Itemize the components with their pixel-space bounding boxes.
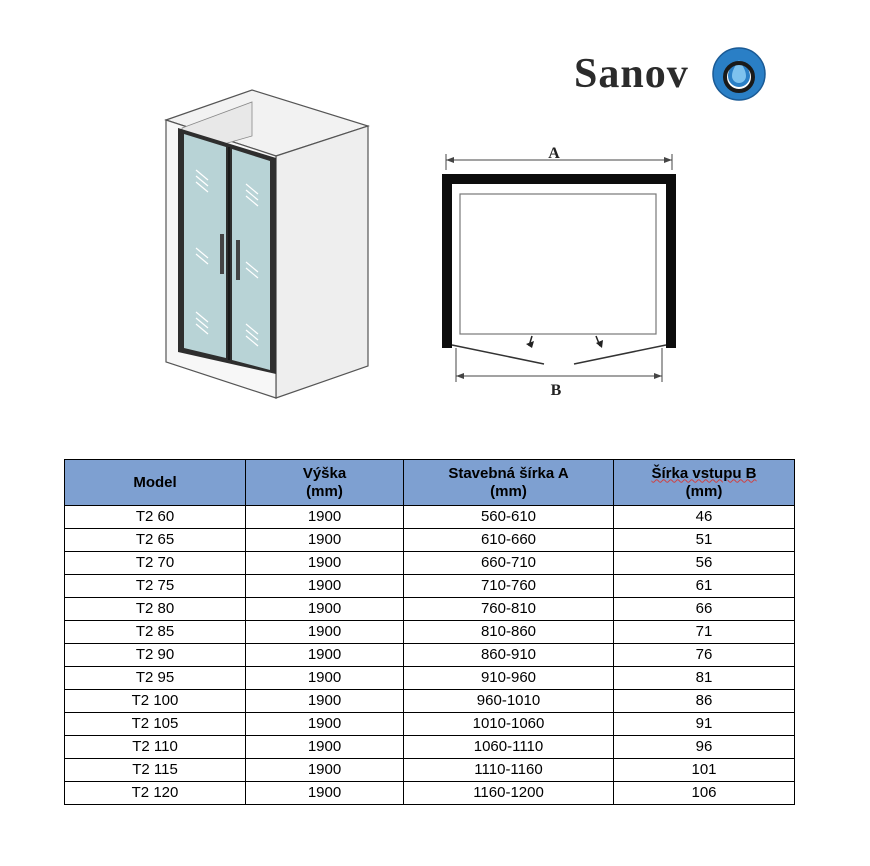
cell-build-width: 1060-1110 bbox=[404, 736, 614, 759]
cell-height: 1900 bbox=[246, 713, 404, 736]
cell-entry-width: 66 bbox=[614, 598, 795, 621]
cell-entry-width: 91 bbox=[614, 713, 795, 736]
cell-height: 1900 bbox=[246, 782, 404, 805]
cell-build-width: 960-1010 bbox=[404, 690, 614, 713]
cell-build-width: 610-660 bbox=[404, 529, 614, 552]
cell-build-width: 1010-1060 bbox=[404, 713, 614, 736]
cell-model: T2 75 bbox=[65, 575, 246, 598]
cell-height: 1900 bbox=[246, 644, 404, 667]
table-row bbox=[65, 552, 795, 575]
table-row bbox=[65, 759, 795, 782]
logo-text: Sanov bbox=[574, 51, 689, 97]
header-height: Výška (mm) bbox=[246, 460, 404, 506]
cell-height: 1900 bbox=[246, 736, 404, 759]
cell-entry-width: 81 bbox=[614, 667, 795, 690]
cell-model: T2 70 bbox=[65, 552, 246, 575]
table-row bbox=[65, 644, 795, 667]
table-header-row bbox=[65, 460, 795, 506]
cell-height: 1900 bbox=[246, 506, 404, 529]
dimension-b-label: B bbox=[550, 382, 562, 399]
cell-entry-width: 86 bbox=[614, 690, 795, 713]
table-row bbox=[65, 575, 795, 598]
cell-model: T2 60 bbox=[65, 506, 246, 529]
water-drop-logo-icon bbox=[710, 46, 768, 102]
cell-height: 1900 bbox=[246, 598, 404, 621]
cell-height: 1900 bbox=[246, 575, 404, 598]
cell-build-width: 910-960 bbox=[404, 667, 614, 690]
cell-entry-width: 51 bbox=[614, 529, 795, 552]
cell-entry-width: 76 bbox=[614, 644, 795, 667]
cell-height: 1900 bbox=[246, 690, 404, 713]
cell-height: 1900 bbox=[246, 529, 404, 552]
cell-entry-width: 46 bbox=[614, 506, 795, 529]
cell-build-width: 860-910 bbox=[404, 644, 614, 667]
cell-entry-width: 101 bbox=[614, 759, 795, 782]
table-row bbox=[65, 529, 795, 552]
header-build-width: Stavebná šírka A (mm) bbox=[404, 460, 614, 506]
specs-table bbox=[64, 459, 795, 805]
cell-height: 1900 bbox=[246, 759, 404, 782]
cell-model: T2 85 bbox=[65, 621, 246, 644]
cell-build-width: 810-860 bbox=[404, 621, 614, 644]
table-row bbox=[65, 598, 795, 621]
cell-model: T2 120 bbox=[65, 782, 246, 805]
cell-model: T2 65 bbox=[65, 529, 246, 552]
cell-model: T2 110 bbox=[65, 736, 246, 759]
table-row bbox=[65, 690, 795, 713]
table-row bbox=[65, 506, 795, 529]
table-row bbox=[65, 667, 795, 690]
header-model: Model bbox=[65, 460, 246, 506]
brand-logo bbox=[574, 44, 770, 104]
cell-entry-width: 96 bbox=[614, 736, 795, 759]
cell-build-width: 1160-1200 bbox=[404, 782, 614, 805]
table-row bbox=[65, 621, 795, 644]
cell-entry-width: 61 bbox=[614, 575, 795, 598]
cell-model: T2 95 bbox=[65, 667, 246, 690]
cell-model: T2 105 bbox=[65, 713, 246, 736]
table-row bbox=[65, 736, 795, 759]
plan-view-drawing bbox=[436, 140, 682, 402]
cell-model: T2 115 bbox=[65, 759, 246, 782]
shower-door-3d-drawing bbox=[160, 84, 376, 402]
cell-height: 1900 bbox=[246, 621, 404, 644]
cell-entry-width: 71 bbox=[614, 621, 795, 644]
dimension-a-label: A bbox=[548, 145, 560, 162]
table-row bbox=[65, 713, 795, 736]
cell-model: T2 80 bbox=[65, 598, 246, 621]
cell-build-width: 1110-1160 bbox=[404, 759, 614, 782]
cell-entry-width: 56 bbox=[614, 552, 795, 575]
table-row bbox=[65, 782, 795, 805]
cell-height: 1900 bbox=[246, 552, 404, 575]
cell-height: 1900 bbox=[246, 667, 404, 690]
cell-model: T2 90 bbox=[65, 644, 246, 667]
cell-build-width: 760-810 bbox=[404, 598, 614, 621]
cell-build-width: 660-710 bbox=[404, 552, 614, 575]
cell-build-width: 560-610 bbox=[404, 506, 614, 529]
cell-build-width: 710-760 bbox=[404, 575, 614, 598]
cell-model: T2 100 bbox=[65, 690, 246, 713]
cell-entry-width: 106 bbox=[614, 782, 795, 805]
header-entry-width: Šírka vstupu B (mm) bbox=[614, 460, 795, 506]
